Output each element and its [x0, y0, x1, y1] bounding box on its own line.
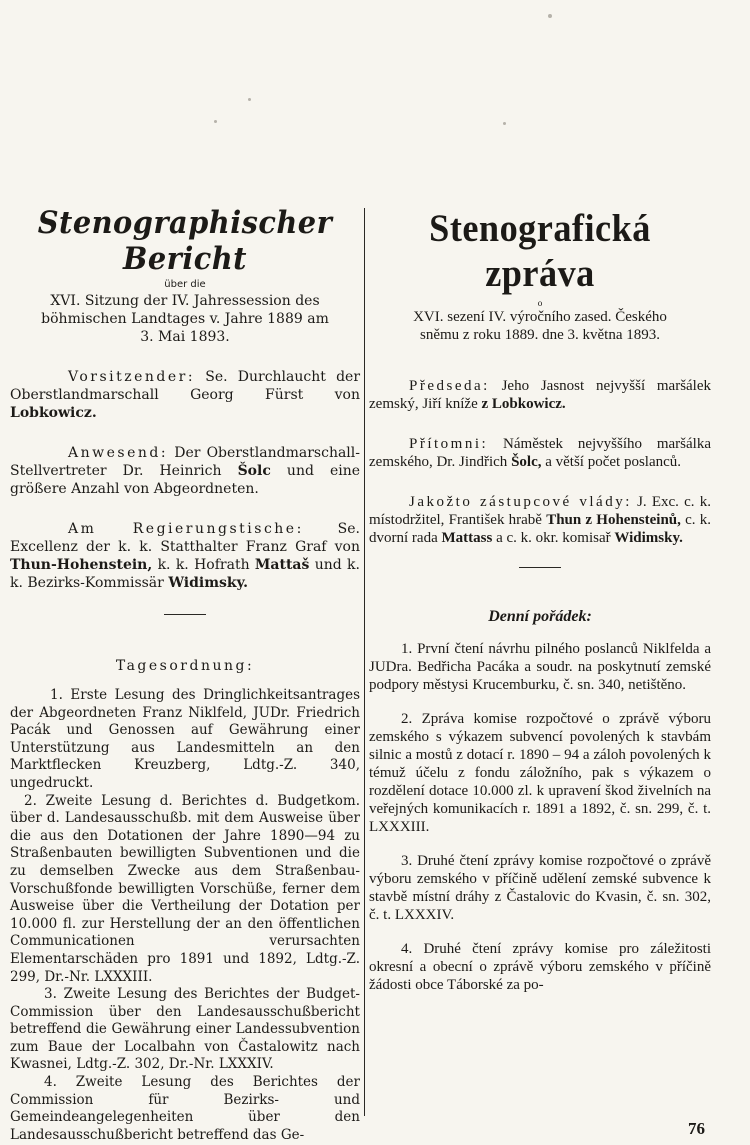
section-rule [164, 614, 206, 615]
german-vorsitz [10, 368, 360, 422]
vorsitz-text: Se. Durchlaucht der Oberstlandmarschall Georg Fürst von [10, 369, 361, 403]
german-title: Stenographischer Bericht [37, 205, 333, 277]
vorsitz-name: Lobkowicz. [10, 405, 97, 421]
paper-speck [214, 120, 217, 123]
czech-agenda-item: 4. Druhé čtení zprávy komise pro záležitosti okresní a obecní o zprávě výboru zemského v příčině žádosti obce Táborské za po- [369, 941, 711, 993]
section-rule [519, 567, 561, 568]
anwesend-text: Der Oberstlandmarschall-Stellvertreter Dr. Heinrich [10, 445, 360, 479]
czech-title: Stenografická zpráva [429, 207, 651, 295]
page-number: 76 [688, 1119, 705, 1138]
pritomni-name: Šolc, [511, 454, 542, 470]
paper-speck [548, 14, 552, 18]
vlada-name-3: Widimsky. [614, 530, 683, 546]
vorsitz-label: Vorsitzender: [68, 369, 196, 385]
predseda-label: Předseda: [409, 378, 490, 394]
regierung-label: Am Regierungstische: [68, 521, 304, 537]
german-regierung [10, 520, 360, 592]
pritomni-text: Náměstek nejvyššího maršálka zemského, Dr. Jindřich [369, 436, 711, 470]
vlada-text-2: c. k. dvorní rada [369, 512, 711, 546]
german-subtitle [10, 292, 360, 346]
regierung-text-3: und k. k. Bezirks-Kommissär [10, 557, 360, 591]
vlada-text-3: a c. k. okr. komisař [496, 530, 611, 546]
predseda-text: Jeho Jasnost nejvyšší maršálek zemský, Jiří kníže [369, 378, 712, 412]
anwesend-text-2: und eine größere Anzahl von Abgeordneten. [10, 463, 361, 497]
czech-pritomni [369, 435, 711, 471]
vlada-label: Jakožto zástupcové vlády: [409, 494, 632, 510]
german-subtitle-line: böhmischen Landtages v. Jahre 1889 am [41, 311, 329, 327]
regierung-text-2: k. k. Hofrath [157, 557, 250, 573]
czech-subtitle-line: XVI. sezení IV. výročního zased. Českého [413, 309, 667, 325]
czech-predseda [369, 377, 711, 413]
german-agenda-title: Tagesordnung: [115, 658, 255, 674]
czech-agenda-item: 1. První čtení návrhu pilného poslanců Niklfelda a JUDra. Bedřicha Pacáka a soudr. na poskytnutí zemské podpory městysi Krucemburku, č. sn. 340, netištěno. [369, 641, 711, 693]
german-column [10, 205, 360, 1144]
vlada-name-2: Mattass [441, 530, 493, 546]
german-ueber-die: über die [164, 279, 206, 290]
pritomni-label: Přítomni: [409, 436, 489, 452]
pritomni-text-2: a větší počet poslanců. [545, 454, 682, 470]
regierung-name-2: Mattaš [254, 557, 310, 573]
vlada-text: J. Exc. c. k. místodržitel, František hrabě [369, 494, 711, 528]
regierung-name-1: Thun-Hohenstein, [10, 557, 153, 573]
german-agenda-item: 1. Erste Lesung des Dringlichkeitsantrages der Abgeordneten Franz Niklfeld, JUDr. Friedrich Pacák und Genossen auf Gewährung einer Unterstützung aus Landesmitteln an den Marktflecken Kreuzberg, Ldtg.-Z. 340, ungedruckt. [10, 687, 360, 791]
czech-agenda-item: 3. Druhé čtení zprávy komise rozpočtové o zprávě výboru zemského v příčině udělení zemské subvence k stavbě místní dráhy z Častalovic do Kvasin, č. sn. 302, č. t. LXXXIV. [369, 853, 711, 923]
german-subtitle-line: 3. Mai 1893. [140, 329, 230, 345]
regierung-name-3: Widimsky. [168, 575, 249, 591]
czech-subtitle-line: sněmu z roku 1889. dne 3. května 1893. [420, 327, 660, 343]
vlada-name-1: Thun z Hohensteinů, [546, 512, 681, 528]
german-subtitle-line: XVI. Sitzung der IV. Jahressession des [50, 293, 320, 309]
column-divider [364, 208, 365, 1116]
anwesend-label: Anwesend: [68, 445, 169, 461]
german-agenda-item: 2. Zweite Lesung d. Berichtes d. Budgetkom. über d. Landesausschußb. mit dem Ausweise über die aus den Dotationen der Jahre 1890—94 zu Straßenbauten bewilligten Subventionen und die zu demselben Zwecke aus dem Straßenbau-Vorschußfonde bewilligten Vorschüße, ferner dem Ausweise über die Vertheilung der Dotation per 10.000 fl. zur Herstellung der an den öffentlichen Communicationen verursachten Elementarschäden pro 1891 und 1892, Ldtg.-Z. 299, Dr.-Nr. LXXXIII. [10, 792, 360, 985]
czech-subtitle [369, 308, 711, 344]
german-agenda-item: 3. Zweite Lesung des Berichtes der Budget-Commission über den Landesausschußbericht betreffend die Gewährung einer Landessubvention zum Baue der Localbahn von Častalowitz nach Kwasnei, Ldtg.-Z. 302, Dr.-Nr. LXXXIV. [10, 986, 360, 1073]
regierung-text: Se. Excellenz der k. k. Statthalter Franz Graf von [10, 521, 360, 555]
paper-speck [503, 122, 506, 125]
czech-ring-mark: o [537, 299, 543, 308]
anwesend-name: Šolc [237, 463, 271, 479]
czech-agenda-item: 2. Zpráva komise rozpočtové o zprávě výboru zemského s výkazem subvencí povolených k stavbám silnic a mostů z dotací r. 1890 – 94 a záloh povolených k témuž účelu z fondu záložního, pak s výkazem o rozdělení dotace 10.000 zl. k upravení škod živelních na veřejných komunikacích r. 1891 a 1892, č. sn. 299, č. t. LXXXIII. [369, 711, 711, 835]
predseda-name: z Lobkowicz. [481, 396, 566, 412]
paper-speck [248, 98, 251, 101]
german-anwesend [10, 444, 360, 498]
czech-vlada [369, 493, 711, 547]
czech-agenda-title: Denní pořádek: [488, 608, 592, 625]
german-agenda-item: 4. Zweite Lesung des Berichtes der Commission für Bezirks- und Gemeindeangelegenheiten über den Landesausschußbericht betreffend das Ge- [10, 1074, 360, 1143]
czech-column [369, 205, 711, 994]
